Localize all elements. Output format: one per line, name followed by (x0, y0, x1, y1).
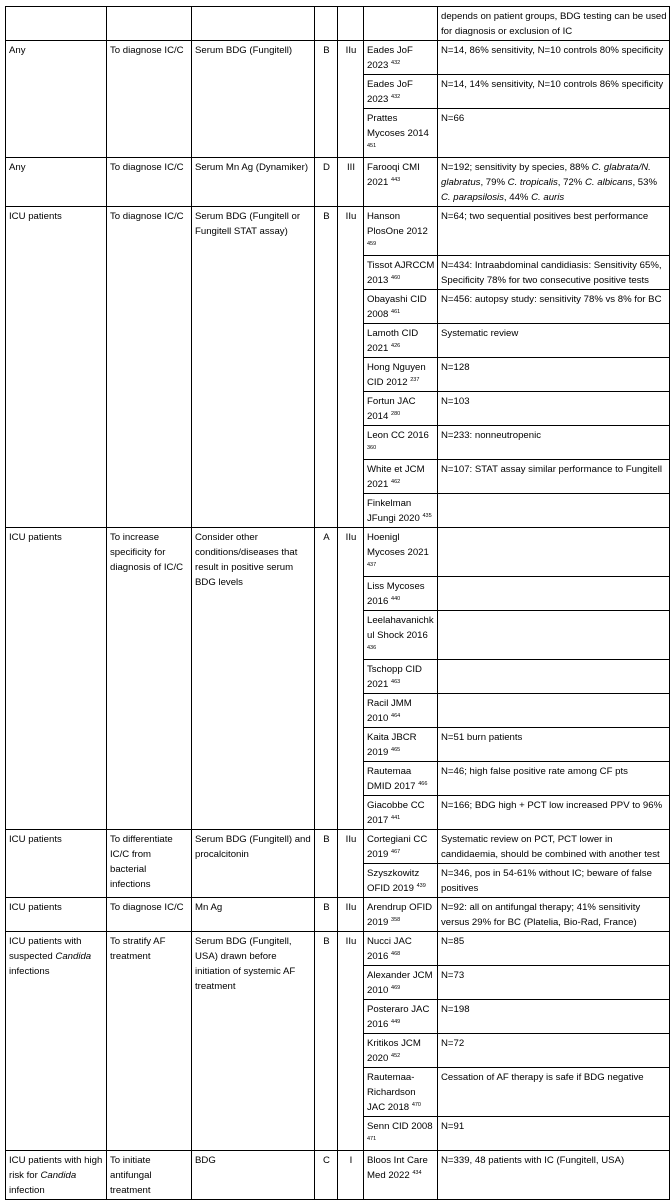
cell-reference (364, 694, 438, 728)
cell-sor: D (315, 158, 338, 207)
table-row (6, 830, 670, 864)
text-run: N=192; sensitivity by species, 88% (441, 162, 592, 173)
cell-reference (364, 1151, 438, 1200)
reference-text: Finkelman JFungi 2020 (367, 498, 420, 524)
reference-number: 470 (411, 1102, 421, 1108)
cell-comment: N=91 (438, 1117, 670, 1151)
table-row (6, 41, 670, 75)
cell-intervention (192, 7, 315, 41)
reference-number: 467 (391, 849, 401, 855)
cell-intervention: Serum BDG (Fungitell) (192, 41, 315, 158)
cell-population: Any (6, 158, 107, 207)
reference-number: 471 (367, 1136, 377, 1142)
cell-reference (364, 1068, 438, 1117)
reference-text: Cortegiani CC 2019 (367, 834, 428, 860)
cell-reference (364, 207, 438, 256)
cell-comment: N=14, 86% sensitivity, N=10 controls 80% specificity (438, 41, 670, 75)
evidence-table (5, 6, 670, 1200)
reference-number: 432 (391, 94, 401, 100)
reference-text: Obayashi CID 2008 (367, 294, 427, 320)
reference-number: 460 (391, 275, 401, 281)
cell-reference (364, 577, 438, 611)
cell-comment (438, 494, 670, 528)
cell-reference (364, 966, 438, 1000)
text-run: infections (9, 966, 50, 977)
cell-comment: N=51 burn patients (438, 728, 670, 762)
cell-comment: N=46; high false positive rate among CF pts (438, 762, 670, 796)
reference-number: 449 (391, 1019, 401, 1025)
reference-text: White et JCM 2021 (367, 464, 425, 490)
reference-text: Posteraro JAC 2016 (367, 1004, 430, 1030)
cell-sor: B (315, 207, 338, 528)
reference-text: Bloos Int Care Med 2022 (367, 1155, 428, 1181)
cell-intervention: Serum Mn Ag (Dynamiker) (192, 158, 315, 207)
reference-text: Kritikos JCM 2020 (367, 1038, 421, 1064)
cell-reference (364, 762, 438, 796)
cell-sor: A (315, 528, 338, 830)
cell-intention: To diagnose IC/C (107, 41, 192, 158)
reference-text: Hong Nguyen CID 2012 (367, 362, 426, 388)
reference-text: Giacobbe CC 2017 (367, 800, 425, 826)
reference-text: Tschopp CID 2021 (367, 664, 422, 690)
cell-sor: B (315, 830, 338, 898)
table-row (6, 898, 670, 932)
cell-reference (364, 41, 438, 75)
cell-population: ICU patients (6, 898, 107, 932)
table-row (6, 528, 670, 577)
cell-comment: N=166; BDG high + PCT low increased PPV to 96% (438, 796, 670, 830)
species-name: C. glabrata/N. glabratus (441, 162, 651, 188)
reference-text: Eades JoF 2023 (367, 79, 413, 105)
cell-intervention: Serum BDG (Fungitell or Fungitell STAT assay) (192, 207, 315, 528)
cell-reference (364, 1000, 438, 1034)
text-run: ICU patients with suspected (9, 936, 82, 962)
cell-comment: N=72 (438, 1034, 670, 1068)
cell-reference (364, 660, 438, 694)
cell-reference (364, 290, 438, 324)
cell-comment (438, 528, 670, 577)
reference-number: 451 (367, 143, 377, 149)
reference-number: 469 (391, 985, 401, 991)
cell-intention: To diagnose IC/C (107, 898, 192, 932)
cell-qoe: IIu (338, 207, 364, 528)
evidence-table-body (6, 7, 670, 1200)
cell-reference (364, 256, 438, 290)
text-run: , 72% (557, 177, 585, 188)
reference-text: Nucci JAC 2016 (367, 936, 412, 962)
reference-number: 435 (422, 513, 432, 519)
species-name: C. auris (531, 192, 565, 203)
cell-intention: To diagnose IC/C (107, 158, 192, 207)
text-run: infection (9, 1185, 45, 1196)
reference-number: 452 (391, 1053, 401, 1059)
cell-comment (438, 611, 670, 660)
cell-qoe: IIu (338, 528, 364, 830)
cell-population (6, 1151, 107, 1200)
cell-reference (364, 528, 438, 577)
cell-population (6, 932, 107, 1151)
cell-reference (364, 1034, 438, 1068)
reference-text: Tissot AJRCCM 2013 (367, 260, 435, 286)
cell-reference (364, 358, 438, 392)
reference-number: 443 (391, 177, 401, 183)
cell-reference (364, 1117, 438, 1151)
cell-intention: To initiate antifungal treatment (107, 1151, 192, 1200)
cell-intervention: Mn Ag (192, 898, 315, 932)
reference-number: 432 (391, 60, 401, 66)
cell-reference (364, 864, 438, 898)
cell-qoe: I (338, 1151, 364, 1200)
reference-number: 426 (391, 343, 401, 349)
cell-comment: N=66 (438, 109, 670, 158)
reference-text: Farooqi CMI 2021 (367, 162, 420, 188)
text-run: , 79% (480, 177, 508, 188)
cell-qoe: IIu (338, 898, 364, 932)
cell-intervention: Consider other conditions/diseases that result in positive serum BDG levels (192, 528, 315, 830)
cell-comment (438, 577, 670, 611)
reference-number: 439 (416, 883, 426, 889)
reference-number: 465 (391, 747, 401, 753)
reference-number: 466 (418, 781, 428, 787)
continued-row (6, 7, 670, 41)
cell-comment: depends on patient groups, BDG testing can be used for diagnosis or exclusion of IC (438, 7, 670, 41)
cell-comment: N=73 (438, 966, 670, 1000)
reference-number: 462 (391, 479, 401, 485)
cell-population: ICU patients (6, 528, 107, 830)
cell-comment: Cessation of AF therapy is safe if BDG negative (438, 1068, 670, 1117)
text-run: ICU patients with high risk for (9, 1155, 103, 1181)
cell-comment: N=64; two sequential positives best performance (438, 207, 670, 256)
cell-reference (364, 158, 438, 207)
reference-number: 358 (391, 917, 401, 923)
cell-reference (364, 7, 438, 41)
reference-number: 463 (391, 679, 401, 685)
cell-qoe: IIu (338, 932, 364, 1151)
cell-reference (364, 932, 438, 966)
cell-comment: N=85 (438, 932, 670, 966)
species-name: Candida (40, 1170, 77, 1181)
cell-comment: N=92: all on antifungal therapy; 41% sensitivity versus 29% for BC (Platelia, Bio-Rad, France) (438, 898, 670, 932)
table-row (6, 1151, 670, 1200)
cell-intervention: Serum BDG (Fungitell, USA) drawn before initiation of systemic AF treatment (192, 932, 315, 1151)
cell-comment: N=107: STAT assay similar performance to Fungitell (438, 460, 670, 494)
cell-sor: C (315, 1151, 338, 1200)
cell-reference (364, 392, 438, 426)
reference-text: Fortun JAC 2014 (367, 396, 416, 422)
cell-comment (438, 694, 670, 728)
cell-comment: Systematic review on PCT, PCT lower in candidaemia, should be combined with another test (438, 830, 670, 864)
cell-reference (364, 494, 438, 528)
cell-intention: To stratify AF treatment (107, 932, 192, 1151)
reference-text: Rautemaa-Richardson JAC 2018 (367, 1072, 416, 1113)
cell-comment (438, 660, 670, 694)
reference-text: Leelahavanichkul Shock 2016 (367, 615, 434, 641)
cell-sor: B (315, 898, 338, 932)
cell-population: Any (6, 41, 107, 158)
reference-text: Arendrup OFID 2019 (367, 902, 433, 928)
cell-reference (364, 75, 438, 109)
cell-intention: To diagnose IC/C (107, 207, 192, 528)
species-name: C. albicans (585, 177, 633, 188)
reference-text: Liss Mycoses 2016 (367, 581, 425, 607)
reference-text: Rautemaa DMID 2017 (367, 766, 416, 792)
reference-text: Hanson PlosOne 2012 (367, 211, 428, 237)
cell-reference (364, 728, 438, 762)
reference-text: Hoenigl Mycoses 2021 (367, 532, 429, 558)
cell-sor: B (315, 932, 338, 1151)
reference-number: 461 (391, 309, 401, 315)
cell-qoe: IIu (338, 830, 364, 898)
cell-reference (364, 611, 438, 660)
cell-comment: N=346, pos in 54-61% without IC; beware of false positives (438, 864, 670, 898)
reference-text: Lamoth CID 2021 (367, 328, 419, 354)
cell-intervention: Serum BDG (Fungitell) and procalcitonin (192, 830, 315, 898)
text-run: , 44% (503, 192, 532, 203)
reference-text: Senn CID 2008 (367, 1121, 433, 1132)
reference-number: 280 (391, 411, 401, 417)
cell-comment: N=339, 48 patients with IC (Fungitell, USA) (438, 1151, 670, 1200)
cell-reference (364, 109, 438, 158)
cell-reference (364, 796, 438, 830)
reference-number: 237 (410, 377, 420, 383)
reference-text: Szyszkowitz OFID 2019 (367, 868, 420, 894)
reference-text: Kaita JBCR 2019 (367, 732, 417, 758)
reference-number: 468 (391, 951, 401, 957)
cell-comment: N=14, 14% sensitivity, N=10 controls 86% specificity (438, 75, 670, 109)
reference-number: 434 (412, 1170, 422, 1176)
species-name: Candida (55, 951, 92, 962)
cell-reference (364, 426, 438, 460)
cell-reference (364, 830, 438, 864)
table-row (6, 158, 670, 207)
reference-text: Prattes Mycoses 2014 (367, 113, 429, 139)
cell-comment: N=198 (438, 1000, 670, 1034)
text-run: , 53% (632, 177, 658, 188)
reference-number: 360 (367, 445, 377, 451)
cell-reference (364, 898, 438, 932)
reference-number: 441 (391, 815, 401, 821)
cell-comment: N=233: nonneutropenic (438, 426, 670, 460)
reference-text: Alexander JCM 2010 (367, 970, 433, 996)
cell-population: ICU patients (6, 207, 107, 528)
cell-intention: To differentiate IC/C from bacterial infections (107, 830, 192, 898)
reference-number: 437 (367, 562, 377, 568)
table-row (6, 932, 670, 966)
table-row (6, 207, 670, 256)
cell-comment: N=128 (438, 358, 670, 392)
cell-sor (315, 7, 338, 41)
reference-text: Racil JMM 2010 (367, 698, 412, 724)
cell-intervention: BDG (192, 1151, 315, 1200)
cell-comment (438, 158, 670, 207)
reference-number: 459 (367, 241, 377, 247)
reference-text: Leon CC 2016 (367, 430, 429, 441)
cell-comment: N=103 (438, 392, 670, 426)
species-name: C. tropicalis (507, 177, 558, 188)
cell-sor: B (315, 41, 338, 158)
cell-population (6, 7, 107, 41)
cell-qoe (338, 7, 364, 41)
cell-qoe: IIu (338, 41, 364, 158)
cell-population: ICU patients (6, 830, 107, 898)
cell-comment: N=456: autopsy study: sensitivity 78% vs 8% for BC (438, 290, 670, 324)
reference-text: Eades JoF 2023 (367, 45, 413, 71)
reference-number: 440 (391, 596, 401, 602)
reference-number: 436 (367, 645, 377, 651)
reference-number: 464 (391, 713, 401, 719)
cell-reference (364, 324, 438, 358)
cell-reference (364, 460, 438, 494)
cell-intention (107, 7, 192, 41)
cell-intention: To increase specificity for diagnosis of IC/C (107, 528, 192, 830)
cell-comment: Systematic review (438, 324, 670, 358)
cell-comment: N=434: Intraabdominal candidiasis: Sensitivity 65%, Specificity 78% for two consecutive positive tests (438, 256, 670, 290)
cell-qoe: III (338, 158, 364, 207)
species-name: C. parapsilosis (441, 192, 504, 203)
